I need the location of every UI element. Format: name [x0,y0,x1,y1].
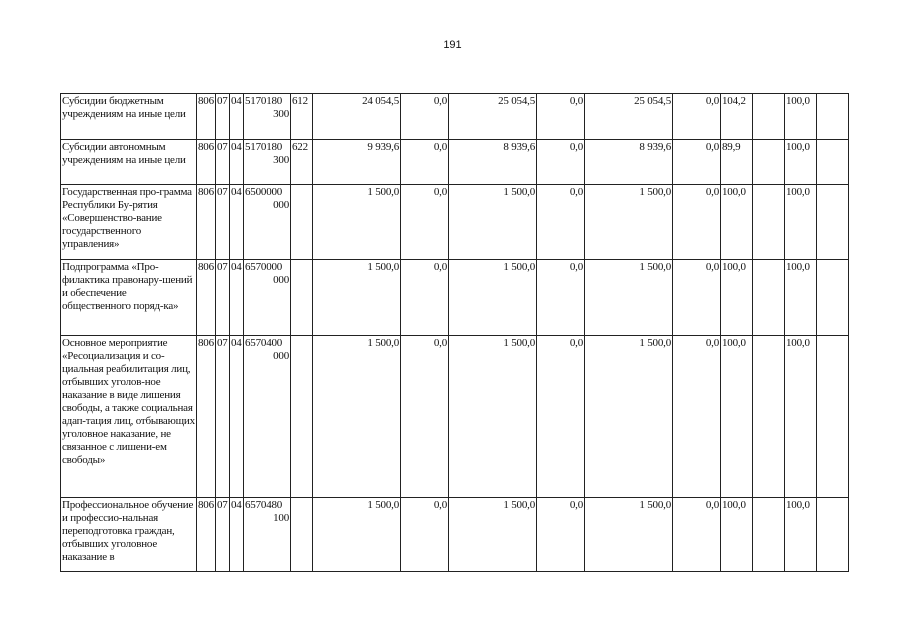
value-cell: 0,0 [537,336,585,498]
percent-cell [817,336,849,498]
target-article-code-part1: 6500000 [245,186,283,198]
subsection-code: 04 [230,498,244,572]
value-cell: 1 500,0 [585,498,673,572]
value-cell: 25 054,5 [449,94,537,140]
percent-cell: 100,0 [721,185,753,260]
value-cell: 1 500,0 [449,336,537,498]
row-name: Основное мероприятие «Ресоциализация и со-циальная реабилитация лиц, отбывших уголов-ное наказание в виде лишения свободы, а также социальная адап-тация лиц, отбывающих уголовное наказание, не связанное с лишени-ем свободы» [61,336,197,498]
value-cell: 1 500,0 [313,498,401,572]
expense-type-code [291,185,313,260]
percent-cell: 100,0 [785,260,817,336]
budget-table [60,93,849,572]
percent-cell: 100,0 [785,498,817,572]
page-number: 191 [443,39,462,51]
target-article-code-part1: 6570000 [245,261,283,273]
value-cell: 1 500,0 [449,260,537,336]
value-cell: 0,0 [673,260,721,336]
target-article-code-part2: 100 [273,512,289,524]
value-cell: 0,0 [673,498,721,572]
target-article-code-part2: 300 [273,108,289,120]
value-cell: 1 500,0 [585,185,673,260]
value-cell: 0,0 [401,185,449,260]
percent-cell [753,140,785,185]
percent-cell [753,498,785,572]
target-article-code-part2: 000 [273,199,289,211]
subsection-code: 04 [230,336,244,498]
percent-cell: 89,9 [721,140,753,185]
section-code: 07 [216,94,230,140]
target-article-code [244,140,291,185]
value-cell: 0,0 [537,260,585,336]
percent-cell: 100,0 [785,140,817,185]
expense-type-code [291,498,313,572]
value-cell: 8 939,6 [449,140,537,185]
value-cell: 0,0 [673,140,721,185]
percent-cell [817,498,849,572]
value-cell: 25 054,5 [585,94,673,140]
ved-code: 806 [197,498,216,572]
target-article-code-part1: 6570400 [245,337,283,349]
percent-cell: 100,0 [721,336,753,498]
percent-cell [817,140,849,185]
value-cell: 1 500,0 [313,336,401,498]
target-article-code-part2: 000 [273,350,289,362]
value-cell: 0,0 [401,140,449,185]
table-row [61,140,849,185]
ved-code: 806 [197,185,216,260]
value-cell: 0,0 [401,336,449,498]
row-name: Профессиональное обучение и профессио-нальная переподготовка граждан, отбывших уголовное наказание в [61,498,197,572]
expense-type-code: 622 [291,140,313,185]
subsection-code: 04 [230,260,244,336]
percent-cell [817,94,849,140]
value-cell: 0,0 [673,336,721,498]
subsection-code: 04 [230,94,244,140]
subsection-code: 04 [230,140,244,185]
target-article-code [244,260,291,336]
ved-code: 806 [197,94,216,140]
percent-cell [753,185,785,260]
value-cell: 1 500,0 [449,185,537,260]
section-code: 07 [216,140,230,185]
percent-cell [817,260,849,336]
percent-cell: 100,0 [785,94,817,140]
table-row [61,260,849,336]
target-article-code-part2: 300 [273,154,289,166]
value-cell: 0,0 [537,140,585,185]
value-cell: 0,0 [673,94,721,140]
table-row [61,94,849,140]
percent-cell: 100,0 [721,498,753,572]
percent-cell: 100,0 [721,260,753,336]
percent-cell [753,336,785,498]
percent-cell [753,94,785,140]
value-cell: 1 500,0 [449,498,537,572]
table-row [61,498,849,572]
value-cell: 0,0 [401,260,449,336]
ved-code: 806 [197,260,216,336]
expense-type-code [291,260,313,336]
percent-cell: 100,0 [785,336,817,498]
value-cell: 0,0 [673,185,721,260]
value-cell: 9 939,6 [313,140,401,185]
value-cell: 0,0 [537,185,585,260]
percent-cell: 104,2 [721,94,753,140]
value-cell: 0,0 [537,94,585,140]
value-cell: 24 054,5 [313,94,401,140]
percent-cell [817,185,849,260]
table-row [61,336,849,498]
value-cell: 1 500,0 [313,260,401,336]
percent-cell [753,260,785,336]
target-article-code-part1: 5170180 [245,141,283,153]
expense-type-code [291,336,313,498]
target-article-code-part2: 000 [273,274,289,286]
value-cell: 1 500,0 [585,260,673,336]
target-article-code [244,94,291,140]
value-cell: 0,0 [401,498,449,572]
target-article-code [244,498,291,572]
target-article-code-part1: 5170180 [245,95,283,107]
row-name: Субсидии бюджетным учреждениям на иные цели [61,94,197,140]
row-name: Государственная про-грамма Республики Бу-рятия «Совершенство-вание государственного управления» [61,185,197,260]
ved-code: 806 [197,140,216,185]
section-code: 07 [216,260,230,336]
section-code: 07 [216,336,230,498]
subsection-code: 04 [230,185,244,260]
value-cell: 8 939,6 [585,140,673,185]
value-cell: 1 500,0 [585,336,673,498]
section-code: 07 [216,498,230,572]
row-name: Подпрограмма «Про-филактика правонару-шений и обеспечение общественного поряд-ка» [61,260,197,336]
percent-cell: 100,0 [785,185,817,260]
expense-type-code: 612 [291,94,313,140]
value-cell: 0,0 [401,94,449,140]
row-name: Субсидии автономным учреждениям на иные цели [61,140,197,185]
target-article-code [244,336,291,498]
target-article-code [244,185,291,260]
target-article-code-part1: 6570480 [245,499,283,511]
table-row [61,185,849,260]
ved-code: 806 [197,336,216,498]
value-cell: 1 500,0 [313,185,401,260]
value-cell: 0,0 [537,498,585,572]
section-code: 07 [216,185,230,260]
